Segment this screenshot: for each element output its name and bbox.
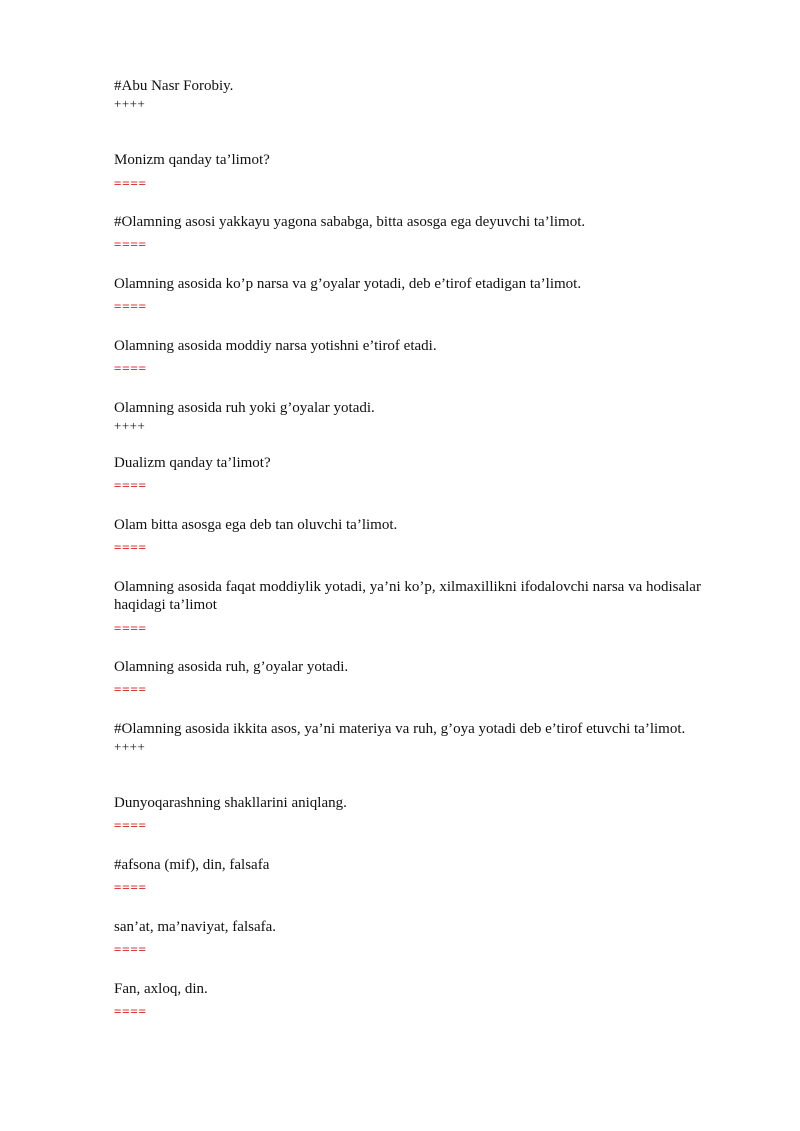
option-separator: ====	[114, 478, 147, 492]
option-line: Olamning asosida ruh yoki g’oyalar yotadi.	[114, 400, 375, 416]
option-separator: ====	[114, 361, 147, 375]
option-separator: ====	[114, 621, 147, 635]
option-line: Olamning asosida moddiy narsa yotishni e’tirof etadi.	[114, 338, 437, 354]
option-separator: ====	[114, 1004, 147, 1018]
option-line: Olam bitta asosga ega deb tan oluvchi ta’limot.	[114, 517, 398, 533]
option-separator: ====	[114, 237, 147, 251]
option-separator: ====	[114, 540, 147, 554]
option-line: Fan, axloq, din.	[114, 981, 208, 997]
option-separator: ====	[114, 942, 147, 956]
option-line: Olamning asosida faqat moddiylik yotadi, ya’ni ko’p, xilmaxillikni ifodalovchi narsa va hodisalar haqidagi ta’limot	[114, 579, 701, 613]
option-line: Olamning asosida ko’p narsa va g’oyalar yotadi, deb e’tirof etadigan ta’limot.	[114, 276, 582, 292]
option-line: #Olamning asosida ikkita asos, ya’ni materiya va ruh, g’oya yotadi deb e’tirof etuvchi ta’limot.	[114, 721, 686, 737]
question-line: Monizm qanday ta’limot?	[114, 152, 270, 168]
option-line: Olamning asosida ruh, g’oyalar yotadi.	[114, 659, 349, 675]
option-line: #Olamning asosi yakkayu yagona sababga, bitta asosga ega deyuvchi ta’limot.	[114, 214, 586, 230]
question-separator: ++++	[114, 739, 146, 754]
question-line: Dunyoqarashning shakllarini aniqlang.	[114, 795, 347, 811]
option-line: #afsona (mif), din, falsafa	[114, 857, 270, 873]
option-separator: ====	[114, 299, 147, 313]
option-separator: ====	[114, 176, 147, 190]
option-separator: ====	[114, 682, 147, 696]
question-separator: ++++	[114, 96, 146, 111]
question-line: Dualizm qanday ta’limot?	[114, 455, 271, 471]
question-separator: ++++	[114, 418, 146, 433]
option-line: san’at, ma’naviyat, falsafa.	[114, 919, 277, 935]
option-separator: ====	[114, 880, 147, 894]
option-separator: ====	[114, 818, 147, 832]
answer-line: #Abu Nasr Forobiy.	[114, 78, 234, 94]
